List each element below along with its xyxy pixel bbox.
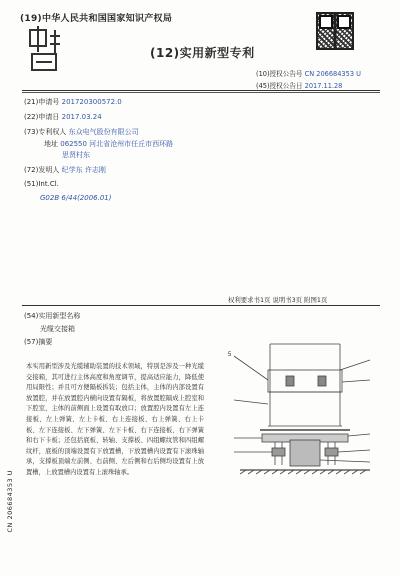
- qr-code: [316, 12, 354, 50]
- address-label: 地址: [44, 140, 58, 148]
- application-number-line: [24, 97, 122, 107]
- application-date-label: (22)申请日: [24, 113, 60, 121]
- header-divider-thin: [22, 92, 380, 93]
- application-number-label: (21)申请号: [24, 98, 60, 106]
- patent-office-name: (19)中华人民共和国国家知识产权局: [20, 14, 173, 24]
- utility-model-name: 光缆交接箱: [40, 325, 75, 333]
- application-number: 201720300572.0: [61, 98, 122, 106]
- publication-date-line: [256, 80, 342, 90]
- application-date: 2017.03.24: [61, 113, 102, 121]
- header-divider: [22, 90, 380, 91]
- publication-number-line: [256, 68, 361, 78]
- inventors: 纪学东 许志刚: [61, 166, 106, 174]
- publication-date-label: (45)授权公告日: [256, 82, 303, 90]
- cnipa-logo: [26, 24, 64, 74]
- publication-number: CN 206684353 U: [304, 70, 361, 78]
- page-stats: 权利要求书1页 说明书3页 附图1页: [228, 296, 328, 304]
- intcl-label: (51)Int.Cl.: [24, 180, 59, 188]
- utility-model-name-label: (54)实用新型名称: [24, 312, 81, 320]
- patentee-line: [24, 127, 139, 137]
- address-line: [44, 139, 173, 149]
- stats-divider: [22, 305, 380, 306]
- abstract-label: (57)摘要: [24, 338, 53, 346]
- inventors-line: [24, 165, 106, 175]
- publication-date: 2017.11.28: [304, 82, 343, 90]
- patentee-label: (73)专利权人: [24, 128, 67, 136]
- patentee: 东众电气股份有限公司: [68, 128, 139, 136]
- abstract-text: 本实用新型涉及光缆辅助装置的技术领域，特别是涉及一种光缆交接箱，其可进行主体高度和角度调节，提高适应能力，降低使用局限性；并且可方便隔板拆装；包括主体，主体的内部设置有放置腔，并在放置腔内横向设置有隔板，将放置腔隔成上腔室和下腔室，主体的前侧面上设置有取放口；放置腔内设置有左上连接板、左上弹簧、左上卡板、右上连接板、右上弹簧、右上卡板、左下连接板、左下弹簧、左下卡板、右下连接板、右下弹簧和右下卡板；还包括底板、转轴、支撑板、四组螺纹管和四组螺纹杆，底板的顶端设置有下放置槽，下放置槽内设置有下滚珠轴承，支撑板顶端左前侧、右前侧、左后侧和右后侧均设置有上放置槽，上放置槽内设置有上滚珠轴承。: [26, 363, 204, 476]
- cable-box-figure: [220, 340, 380, 548]
- publication-number-label: (10)授权公告号: [256, 70, 303, 78]
- side-publication-code: CN 206684353 U: [6, 470, 14, 533]
- patent-type-title: (12)实用新型专利: [150, 46, 255, 60]
- figure-label: 5: [228, 352, 232, 358]
- inventors-label: (72)发明人: [24, 166, 60, 174]
- address-continued: 思贤村东: [62, 151, 90, 159]
- intcl-code: G02B 6/44(2006.01): [40, 194, 112, 202]
- address: 062550 河北省沧州市任丘市西环路: [60, 140, 174, 148]
- application-date-line: [24, 112, 102, 122]
